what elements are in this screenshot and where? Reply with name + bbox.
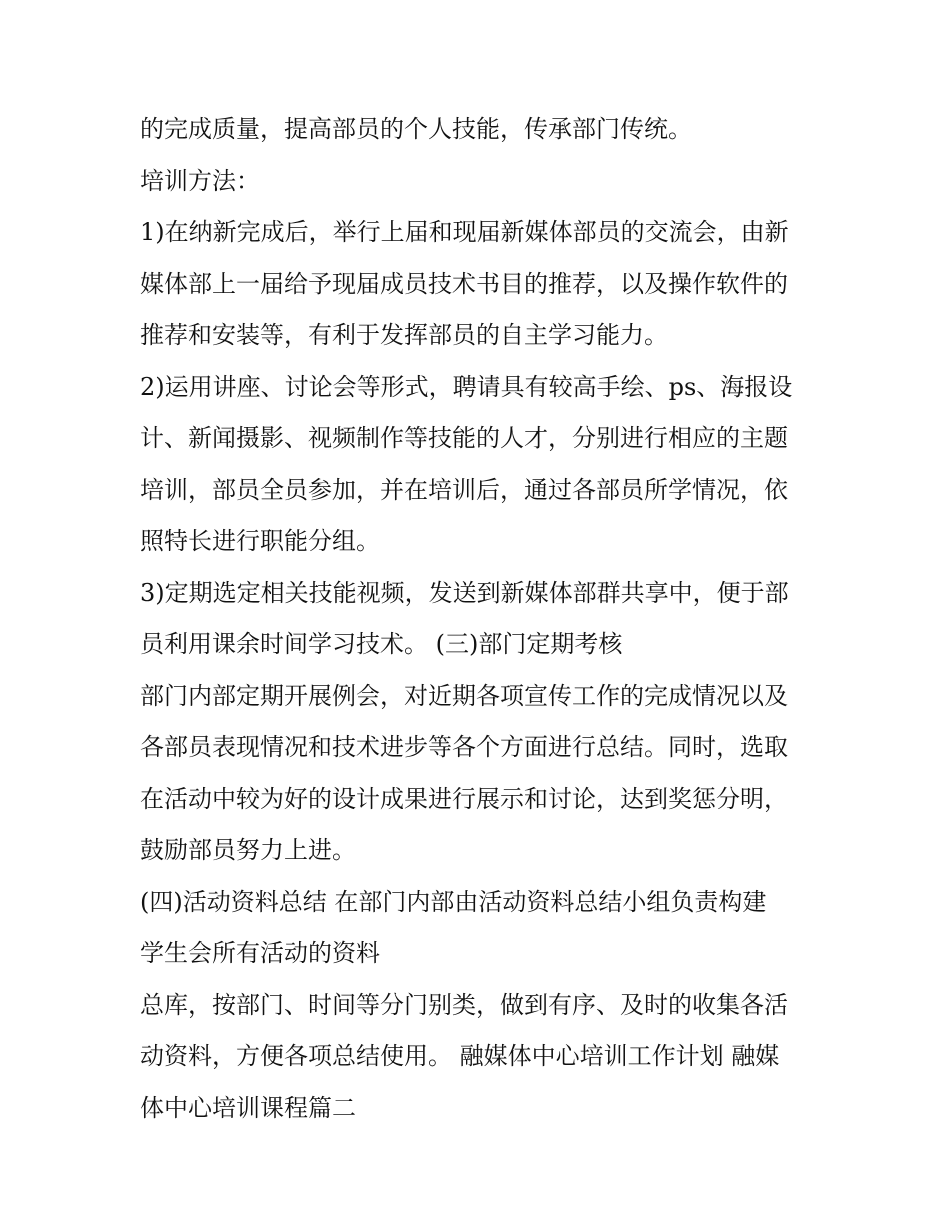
text-line: 鼓励部员努力上进。 — [140, 836, 356, 864]
text-line: 3)定期选定相关技能视频，发送到新媒体部群共享中，便于部 — [140, 578, 789, 607]
text-line: 2)运用讲座、讨论会等形式，聘请具有较高手绘、ps、海报设 — [140, 372, 793, 401]
text-line: (四)活动资料总结 在部门内部由活动资料总结小组负责构建 — [140, 887, 767, 916]
text-line: 体中心培训课程篇二 — [140, 1093, 356, 1122]
document-body — [140, 104, 820, 1134]
text-line: 媒体部上一届给予现届成员技术书目的推荐，以及操作软件的 — [140, 269, 788, 298]
section-label: 培训方法： — [140, 166, 260, 195]
text-line: 计、新闻摄影、视频制作等技能的人才，分别进行相应的主题 — [140, 424, 788, 452]
text-line: 员利用课余时间学习技术。 (三)部门定期考核 — [140, 630, 623, 658]
text-line: 部门内部定期开展例会，对近期各项宣传工作的完成情况以及 — [140, 681, 788, 710]
text-line: 1)在纳新完成后，举行上届和现届新媒体部员的交流会，由新 — [140, 218, 789, 246]
text-line: 各部员表现情况和技术进步等各个方面进行总结。同时，选取 — [140, 733, 788, 761]
text-line: 学生会所有活动的资料 — [140, 939, 380, 967]
text-line: 在活动中较为好的设计成果进行展示和讨论，达到奖惩分明， — [140, 784, 788, 813]
text-line: 动资料，方便各项总结使用。 融媒体中心培训工作计划 融媒 — [140, 1042, 780, 1070]
text-line: 的完成质量，提高部员的个人技能，传承部门传统。 — [140, 115, 692, 143]
text-line: 培训，部员全员参加，并在培训后，通过各部员所学情况，依 — [140, 475, 788, 504]
text-line: 推荐和安装等，有利于发挥部员的自主学习能力。 — [140, 321, 668, 349]
text-line: 照特长进行职能分组。 — [140, 527, 380, 555]
text-line: 总库，按部门、时间等分门别类，做到有序、及时的收集各活 — [140, 990, 788, 1019]
